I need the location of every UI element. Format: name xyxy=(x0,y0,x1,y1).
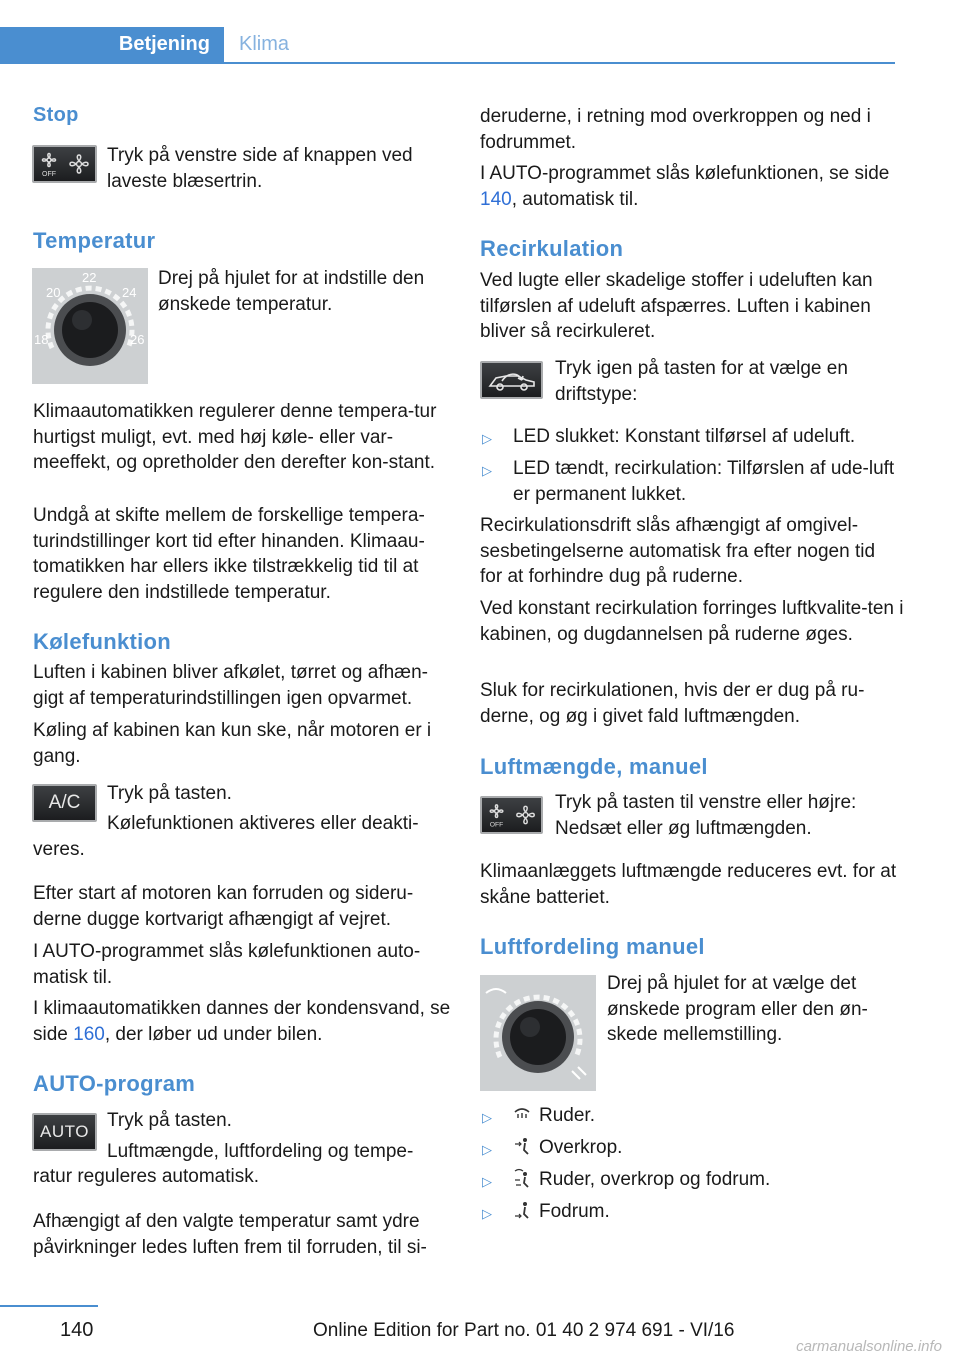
recirculation-icon xyxy=(484,366,540,394)
item-label: Ruder. xyxy=(539,1105,595,1126)
temperature-dial-image xyxy=(32,268,148,384)
luftfordeling-item-4 xyxy=(513,1199,610,1225)
bullet-icon: ▷ xyxy=(482,1110,492,1125)
auto-text: Luftmængde, luftfordeling og tempe- xyxy=(107,1141,414,1162)
right-cont-1: deruderne, i retning mod overkroppen og ned i fodrummet. xyxy=(480,106,871,153)
tab-betjening[interactable]: Betjening xyxy=(0,27,224,62)
svg-text:OFF: OFF xyxy=(489,821,503,829)
fan-off-icon xyxy=(35,148,95,180)
header-tab-bar xyxy=(0,27,895,64)
kole-paragraph-4: I AUTO-programmet slås kølefunktionen auto-matisk til. xyxy=(33,941,421,988)
svg-text:OFF: OFF xyxy=(41,171,56,178)
right-cont-2 xyxy=(480,161,900,212)
footwell-icon xyxy=(513,1200,531,1220)
recirk-item-2: LED tændt, recirkulation: Tilførslen af ude-luft er permanent lukket. xyxy=(513,458,895,505)
dial-number: 22 xyxy=(82,270,97,285)
heading-recirkulation: Recirkulation xyxy=(480,236,624,261)
bullet-icon: ▷ xyxy=(482,1174,492,1189)
luftfordeling-item-1 xyxy=(513,1103,595,1129)
bullet-icon: ▷ xyxy=(482,1142,492,1157)
heading-luftfordeling: Luftfordeling manuel xyxy=(480,934,705,959)
auto-paragraph-1: Afhængigt af den valgte temperatur samt ydre påvirkninger ledes luften frem til forruden, til si- xyxy=(33,1211,427,1258)
recirk-paragraph-2: Recirkulationsdrift slås afhængigt af omgivel-sesbetingelserne automatisk fra efter nogen tid for at forhindre dug på ruderne. xyxy=(480,515,876,587)
page-link-140[interactable]: 140 xyxy=(480,188,512,210)
luftfordeling-item-2 xyxy=(513,1135,622,1161)
dial-number: 24 xyxy=(122,285,137,300)
watermark: carmanualsonline.info xyxy=(796,1338,942,1355)
dial-number: 18 xyxy=(34,332,49,347)
item-label: Overkrop. xyxy=(539,1137,623,1158)
recirk-paragraph-1: Ved lugte eller skadelige stoffer i udeluften kan tilførslen af udeluft afspærres. Luften i kabinen bliver så recirkuleret. xyxy=(480,270,873,342)
footer-rule xyxy=(0,1305,98,1307)
heading-luftmaengde: Luftmængde, manuel xyxy=(480,754,708,779)
auto-button-image: AUTO xyxy=(32,1113,97,1151)
temperatur-paragraph-1: Klimaautomatikken regulerer denne tempera-tur hurtigst muligt, evt. med høj køle- eller var-meeffekt, og opretholder den derefter kon-stant. xyxy=(33,401,437,473)
temperatur-text: Drej på hjulet for at indstille den ønskede temperatur. xyxy=(158,268,425,315)
kole-activate-text-cont: veres. xyxy=(33,839,85,860)
item-label: Ruder, overkrop og fodrum. xyxy=(539,1169,771,1190)
right-cont2-text-b: , automatisk til. xyxy=(511,188,639,210)
kole-p5-text-a: I klimaautomatikken dannes der kondensvand, se side xyxy=(33,998,451,1045)
bullet-icon: ▷ xyxy=(482,463,492,478)
dial-number: 20 xyxy=(46,285,61,300)
kole-activate-text: Kølefunktionen aktiveres eller deakti- xyxy=(107,813,419,834)
recirk-button-text: Tryk igen på tasten for at vælge en driftstype: xyxy=(555,358,848,405)
auto-text-cont: ratur reguleres automatisk. xyxy=(33,1166,259,1187)
heading-kolefunktion: Kølefunktion xyxy=(33,629,172,654)
kole-paragraph-5 xyxy=(33,996,453,1047)
right-cont2-text-a: I AUTO-programmet slås kølefunktionen, se side xyxy=(480,163,890,184)
fan-off-icon xyxy=(483,799,541,831)
fan-off-button-image-2 xyxy=(480,796,543,834)
luftmaengde-paragraph-1: Klimaanlæggets luftmængde reduceres evt. for at skåne batteriet. xyxy=(480,861,897,908)
stop-text: Tryk på venstre side af knappen ved laveste blæsertrin. xyxy=(107,145,413,192)
item-label: Fodrum. xyxy=(539,1201,610,1222)
bullet-icon: ▷ xyxy=(482,431,492,446)
bullet-icon: ▷ xyxy=(482,1206,492,1221)
luftmaengde-text: Tryk på tasten til venstre eller højre: Nedsæt eller øg luftmængden. xyxy=(555,792,857,839)
windshield-body-feet-icon xyxy=(513,1168,531,1188)
kole-paragraph-2: Køling af kabinen kan kun ske, når motoren er i gang. xyxy=(33,720,432,767)
temperatur-paragraph-2: Undgå at skifte mellem de forskellige tempera-turindstillinger kort tid efter hinanden. Klimaau-tomatikken har ellers ikke tilstrækkelig tid til at regulere den indstillede temperatur. xyxy=(33,505,425,603)
recirculation-button-image xyxy=(480,361,543,399)
fan-off-button-image xyxy=(32,145,97,183)
page-number: 140 xyxy=(60,1319,94,1341)
auto-press-text: Tryk på tasten. xyxy=(107,1110,232,1131)
footer-edition: Online Edition for Part no. 01 40 2 974 691 - VI/16 xyxy=(313,1320,735,1341)
recirk-item-1: LED slukket: Konstant tilførsel af udeluft. xyxy=(513,426,856,447)
tab-klima[interactable]: Klima xyxy=(239,33,290,55)
luftfordeling-item-3 xyxy=(513,1167,770,1193)
kole-paragraph-3: Efter start af motoren kan forruden og sideru-derne dugge kortvarigt afhængigt af vejret. xyxy=(33,883,414,930)
windshield-icon xyxy=(513,1104,531,1124)
recirk-paragraph-3: Ved konstant recirkulation forringes luftkvalite-ten i kabinen, og dugdannelsen på ruderne øges. xyxy=(480,598,904,645)
heading-temperatur: Temperatur xyxy=(33,228,156,253)
ac-button-image: A/C xyxy=(32,784,97,822)
recirk-paragraph-4: Sluk for recirkulationen, hvis der er dug på ru-derne, og øg i givet fald luftmængden. xyxy=(480,680,865,727)
air-distribution-dial-image xyxy=(480,975,596,1091)
upper-body-icon xyxy=(513,1136,531,1156)
heading-auto-program: AUTO-program xyxy=(33,1071,196,1096)
kole-p5-text-b: , der løber ud under bilen. xyxy=(104,1023,323,1045)
luftfordeling-text: Drej på hjulet for at vælge det ønskede program eller den øn-skede mellemstilling. xyxy=(607,973,868,1045)
heading-stop: Stop xyxy=(33,104,79,126)
page-link-160[interactable]: 160 xyxy=(73,1023,105,1045)
kole-paragraph-1: Luften i kabinen bliver afkølet, tørret og afhæn-gigt af temperaturindstillingen igen opvarmet. xyxy=(33,662,428,709)
dial-number: 26 xyxy=(130,332,145,347)
kole-press-text: Tryk på tasten. xyxy=(107,783,232,804)
